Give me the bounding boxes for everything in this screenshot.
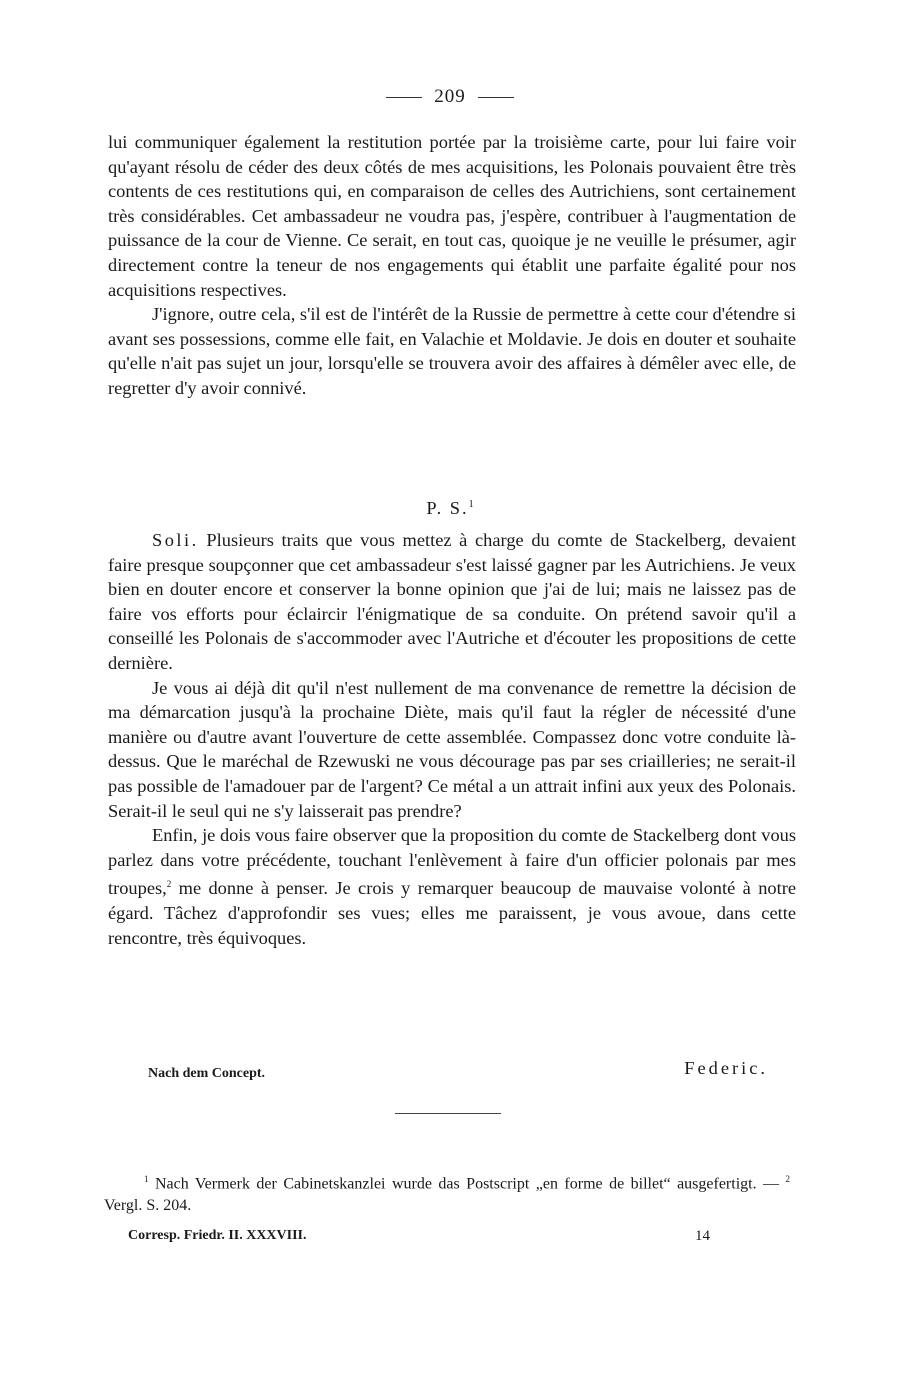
footnote-1-marker: 1 — [144, 1174, 149, 1184]
postscript-title: P. S. — [426, 498, 469, 518]
postscript-heading — [0, 498, 900, 519]
postscript-opening-word: Soli. — [152, 530, 199, 550]
postscript-paragraph-3-after: me donne à penser. Je crois y remarquer beaucoup de mauvaise volonté à notre égard. Tâchez d'approfondir ses vues; elles me paraissent, je vous avoue, dans cette rencontre, très équivoques. — [108, 878, 796, 948]
footnote-2-text: Vergl. S. 204. — [104, 1197, 192, 1215]
postscript-paragraph-1 — [108, 528, 796, 676]
postscript-paragraph-2: Je vous ai déjà dit qu'il n'est nullement de ma convenance de remettre la décision de ma démarcation jusqu'à la prochaine Diète, mais qu'il faut la régler de nécessité d'une manière ou d'autre avant l'ouverture de cette assemblée. Compassez donc votre conduite là-dessus. Que le maréchal de Rzewuski ne vous décourage pas par ses criailleries; ne serait-il pas possible de l'amadouer par de l'argent? Ce métal a un attrait infini aux yeux des Polonais. Serait-il le seul qui ne s'y laisserait pas prendre? — [108, 677, 796, 821]
postscript-paragraph-3-before: Enfin, je dois vous faire observer que la proposition du comte de Stackelberg dont vous parlez dans votre précédente, touchant l'enlèvement à faire d'un officier polonais par mes troupes, — [108, 825, 796, 899]
header-rule-left — [386, 97, 422, 98]
footnote-ref-1: 1 — [468, 498, 474, 510]
footnotes — [104, 1168, 790, 1217]
postscript-paragraph-3 — [108, 823, 796, 950]
sheet-number: 14 — [695, 1228, 710, 1244]
footnote-1-text: Nach Vermerk der Cabinetskanzlei wurde das Postscript „en forme de billet“ ausgefertigt. — — [154, 1175, 780, 1193]
letter-body — [108, 130, 796, 401]
footnote-separator — [395, 1113, 501, 1114]
signature: Federic. — [684, 1058, 768, 1078]
paragraph-1: lui communiquer également la restitution portée par la troisième carte, pour lui faire voir qu'ayant résolu de céder des deux côtés de mes acquisitions, les Polonais pouvaient être très contents de ces restitutions qui, en comparaison de celles des Autrichiens, sont certainement très considérables. Cet ambassadeur ne voudra pas, j'espère, contribuer à l'augmentation de puissance de la cour de Vienne. Ce serait, en tout cas, quoique je ne veuille le présumer, agir directement contre la teneur de nos engagements qui établit une parfaite égalité pour nos acquisitions respectives. — [108, 132, 796, 300]
header-rule-right — [478, 97, 514, 98]
postscript-paragraph-1-text: Plusieurs traits que vous mettez à charge du comte de Stackelberg, devaient faire presque soupçonner que cet ambassadeur s'est laissé gagner par les Autrichiens. Je veux bien en douter encore et conserver la bonne opinion que j'ai de lui; mais ne laissez pas de faire vos efforts pour éclaircir l'énigmatique de sa conduite. On prétend savoir qu'il a conseillé les Polonais de s'accommoder avec l'Autriche et d'écouter les propositions de cette dernière. — [108, 530, 796, 673]
source-note: Nach dem Concept. — [148, 1066, 266, 1081]
footnote-ref-2: 2 — [166, 879, 172, 890]
page-number: 209 — [434, 86, 466, 107]
postscript-body — [108, 528, 796, 950]
page-header — [0, 86, 900, 108]
paragraph-2: J'ignore, outre cela, s'il est de l'intérêt de la Russie de permettre à cette cour d'étendre si avant ses possessions, comme elle fait, en Valachie et Moldavie. Je dois en douter et souhaite qu'elle n'ait pas sujet un jour, lorsqu'elle se trouvera avoir des affaires à démêler avec elle, de regretter d'y avoir connivé. — [108, 304, 796, 398]
footnote-2-marker: 2 — [785, 1174, 791, 1184]
footer-reference: Corresp. Friedr. II. XXXVIII. — [128, 1228, 307, 1243]
